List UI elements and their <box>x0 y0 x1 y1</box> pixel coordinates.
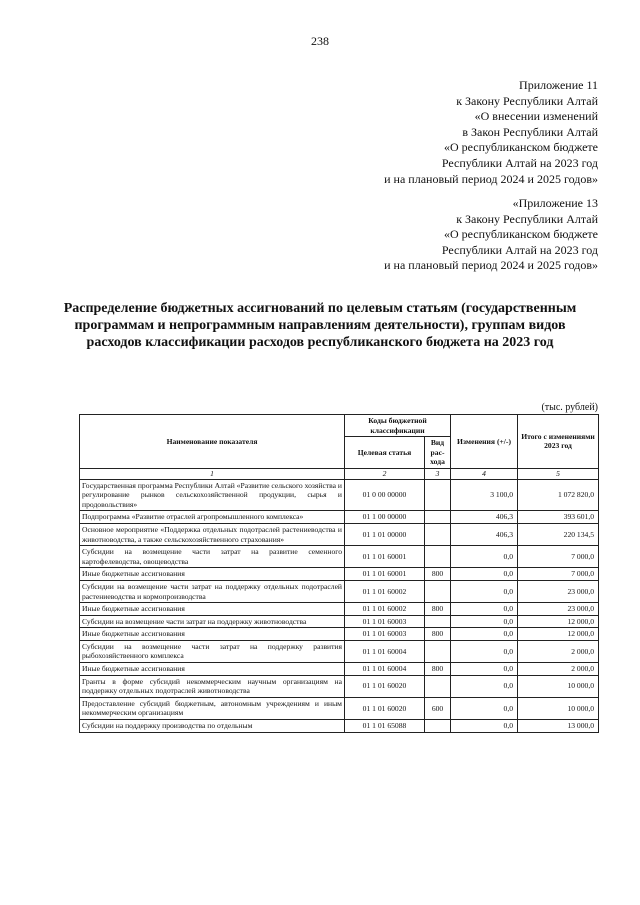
row-name: Основное мероприятие «Поддержка отдельных подотраслей растениеводства и животноводства, а также сельскохозяйственного страхования» <box>80 523 345 545</box>
row-target-article: 01 1 01 60020 <box>345 675 425 697</box>
row-expense-type: 800 <box>425 603 451 616</box>
annex-line: Приложение 11 <box>519 78 598 92</box>
row-total: 2 000,0 <box>518 640 599 662</box>
annex-line: «О республиканском бюджете <box>443 140 598 155</box>
row-target-article: 01 1 01 60004 <box>345 640 425 662</box>
row-change: 0,0 <box>451 580 518 602</box>
row-change: 0,0 <box>451 603 518 616</box>
row-change: 3 100,0 <box>451 479 518 511</box>
row-name: Иные бюджетные ассигнования <box>80 628 345 641</box>
row-change: 406,3 <box>451 511 518 524</box>
row-name: Субсидии на возмещение части затрат на поддержку животноводства <box>80 615 345 628</box>
table-row <box>80 720 599 733</box>
annex-line: Республики Алтай на 2023 год <box>441 155 598 170</box>
page-number: 238 <box>311 34 329 48</box>
row-name: Субсидии на возмещение части затрат на поддержку отдельных подотраслей растениеводства и кормопроизводства <box>80 580 345 602</box>
annex-reference-13 <box>384 196 598 274</box>
row-expense-type <box>425 675 451 697</box>
annex-line: «О внесении изменений <box>474 109 598 124</box>
row-change: 0,0 <box>451 546 518 568</box>
row-total: 7 000,0 <box>518 546 599 568</box>
row-total: 12 000,0 <box>518 615 599 628</box>
row-total: 7 000,0 <box>518 568 599 581</box>
row-name: Государственная программа Республики Алтай «Развитие сельского хозяйства и регулирование рынков сельскохозяйственной продукции, сырья и продовольствия» <box>80 479 345 511</box>
row-expense-type <box>425 580 451 602</box>
row-expense-type <box>425 640 451 662</box>
annex-reference-11 <box>384 78 598 187</box>
table-row <box>80 568 599 581</box>
row-change: 0,0 <box>451 697 518 719</box>
header-total: Итого с изменениями 2023 год <box>518 415 599 469</box>
row-name: Иные бюджетные ассигнования <box>80 568 345 581</box>
column-index: 4 <box>451 468 518 479</box>
row-change: 0,0 <box>451 720 518 733</box>
row-target-article: 01 1 01 60003 <box>345 628 425 641</box>
row-expense-type <box>425 479 451 511</box>
row-target-article: 01 1 01 60002 <box>345 580 425 602</box>
table-row <box>80 523 599 545</box>
table-row <box>80 697 599 719</box>
column-index: 3 <box>425 468 451 479</box>
row-change: 0,0 <box>451 663 518 676</box>
row-expense-type: 800 <box>425 628 451 641</box>
row-change: 0,0 <box>451 568 518 581</box>
annex-line: к Закону Республики Алтай <box>456 93 598 108</box>
table-row <box>80 615 599 628</box>
row-change: 406,3 <box>451 523 518 545</box>
header-codes-group: Коды бюджетной классификации <box>345 415 451 437</box>
annex-line: к Закону Республики Алтай <box>456 211 598 226</box>
row-target-article: 01 1 01 60001 <box>345 568 425 581</box>
annex-line: Республики Алтай на 2023 год <box>441 242 598 257</box>
header-name: Наименование показателя <box>80 415 345 469</box>
row-name: Иные бюджетные ассигнования <box>80 603 345 616</box>
row-target-article: 01 1 01 65088 <box>345 720 425 733</box>
document-title: Распределение бюджетных ассигнований по целевым статьям (государственным программам и непрограммным направлениям деятельности), группам видов расходов классификации расходов республиканского бюджета на 2023 год <box>63 301 577 350</box>
annex-line: «Приложение 13 <box>512 196 598 210</box>
table-row <box>80 628 599 641</box>
row-expense-type <box>425 546 451 568</box>
row-target-article: 01 1 01 60020 <box>345 697 425 719</box>
table-row <box>80 640 599 662</box>
annex-line: и на плановый период 2024 и 2025 годов» <box>384 171 598 186</box>
row-total: 10 000,0 <box>518 675 599 697</box>
row-expense-type <box>425 720 451 733</box>
row-target-article: 01 1 01 60001 <box>345 546 425 568</box>
row-total: 393 601,0 <box>518 511 599 524</box>
row-expense-type: 800 <box>425 663 451 676</box>
row-name: Гранты в форме субсидий некоммерческим научным организациям на поддержку отдельных подотраслей животноводства <box>80 675 345 697</box>
table-row <box>80 675 599 697</box>
row-name: Подпрограмма «Развитие отраслей агропромышленного комплекса» <box>80 511 345 524</box>
table-row <box>80 603 599 616</box>
row-target-article: 01 1 01 60003 <box>345 615 425 628</box>
row-target-article: 01 1 01 60002 <box>345 603 425 616</box>
row-total: 13 000,0 <box>518 720 599 733</box>
row-total: 10 000,0 <box>518 697 599 719</box>
annex-line: «О республиканском бюджете <box>443 227 598 242</box>
row-name: Субсидии на возмещение части затрат на поддержку развития рыбохозяйственного комплекса <box>80 640 345 662</box>
row-expense-type: 800 <box>425 568 451 581</box>
row-change: 0,0 <box>451 640 518 662</box>
row-target-article: 01 1 00 00000 <box>345 511 425 524</box>
row-total: 23 000,0 <box>518 580 599 602</box>
row-expense-type <box>425 511 451 524</box>
header-changes: Изменения (+/-) <box>451 415 518 469</box>
row-name: Субсидии на возмещение части затрат на развитие семенного картофелеводства, овощеводства <box>80 546 345 568</box>
row-target-article: 01 1 01 00000 <box>345 523 425 545</box>
row-name: Субсидии на поддержку производства по отдельным <box>80 720 345 733</box>
row-expense-type <box>425 523 451 545</box>
row-total: 1 072 820,0 <box>518 479 599 511</box>
table-row <box>80 580 599 602</box>
column-index: 2 <box>345 468 425 479</box>
annex-line: в Закон Республики Алтай <box>462 124 598 139</box>
row-expense-type <box>425 615 451 628</box>
table-body <box>80 479 599 732</box>
header-target-article: Целевая статья <box>345 437 425 469</box>
table-row <box>80 511 599 524</box>
row-total: 220 134,5 <box>518 523 599 545</box>
row-target-article: 01 1 01 60004 <box>345 663 425 676</box>
row-change: 0,0 <box>451 615 518 628</box>
row-change: 0,0 <box>451 675 518 697</box>
column-index-row <box>80 468 599 479</box>
budget-table <box>79 414 599 733</box>
row-name: Предоставление субсидий бюджетным, автономным учреждениям и иным некоммерческим организациям <box>80 697 345 719</box>
column-index: 1 <box>80 468 345 479</box>
table-row <box>80 546 599 568</box>
row-change: 0,0 <box>451 628 518 641</box>
column-index: 5 <box>518 468 599 479</box>
row-total: 2 000,0 <box>518 663 599 676</box>
units-label: (тыс. рублей) <box>541 402 598 413</box>
annex-line: и на плановый период 2024 и 2025 годов» <box>384 258 598 273</box>
row-total: 23 000,0 <box>518 603 599 616</box>
row-name: Иные бюджетные ассигнования <box>80 663 345 676</box>
row-expense-type: 600 <box>425 697 451 719</box>
table-row <box>80 663 599 676</box>
row-total: 12 000,0 <box>518 628 599 641</box>
table-row <box>80 479 599 511</box>
row-target-article: 01 0 00 00000 <box>345 479 425 511</box>
header-expense-type: Вид рас-хода <box>425 437 451 469</box>
